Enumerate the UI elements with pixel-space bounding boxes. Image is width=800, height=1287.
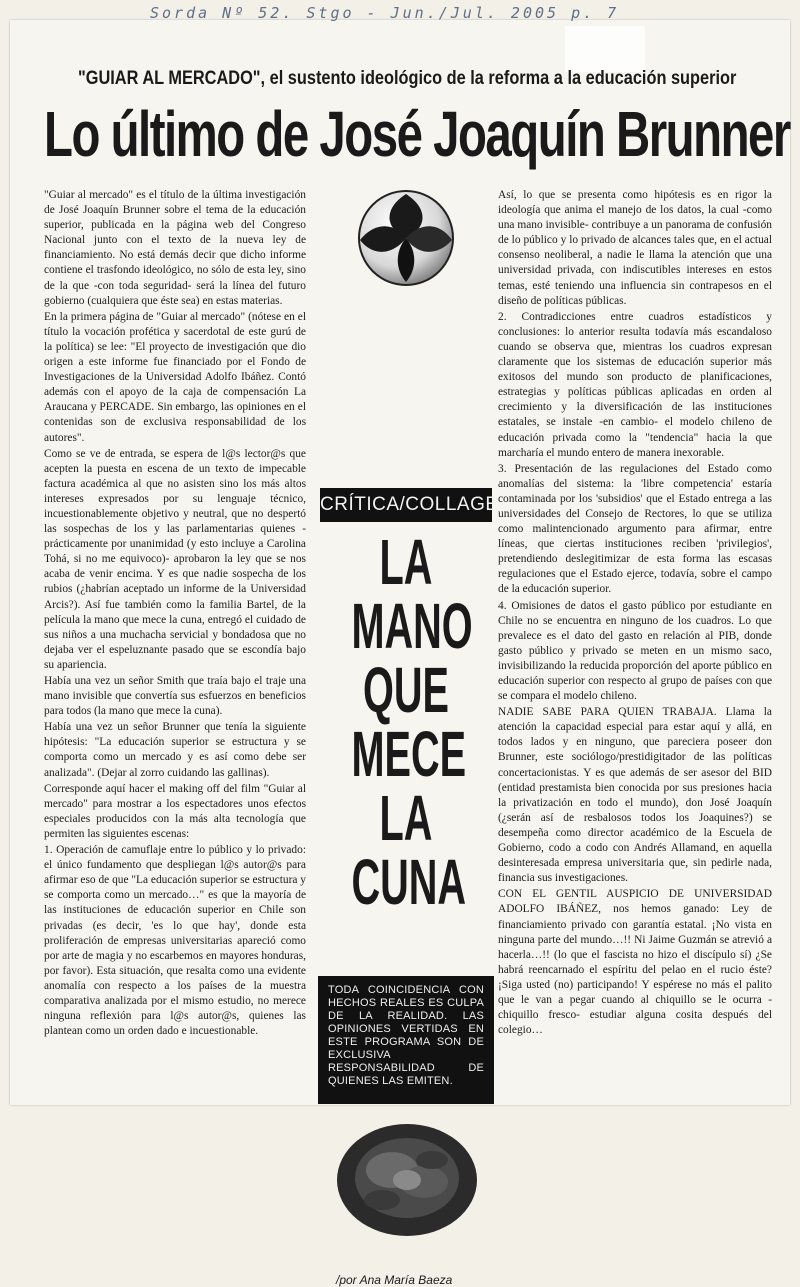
handwritten-source-note: Sorda Nº 52. Stgo - Jun./Jul. 2005 p. 7 bbox=[150, 4, 620, 22]
right-paragraph: NADIE SABE PARA QUIEN TRABAJA. Llama la atención la capacidad especial para estar aquí y allá, en todos lados y en ninguno, que pareciera poseer don Brunner, este sociólogo/prestidigitador de las políticas concertacionistas. Y es que además de ser asesor del BID (entidad prestamista bien conocida por sus presiones hacia la privatización en todo el mundo), don José Joaquín (¿serán así de resbalosos todos los Joaquines?) se desempeña como director académico de la Escuela de Gobierno, codo a codo con Andrés Allamand, en aquella desinteresada empresa universitaria que, sin pedirle nada, financia sus investigaciones. bbox=[498, 706, 772, 885]
pull-title-line: LA bbox=[379, 782, 433, 854]
pull-title-line: MECE bbox=[351, 718, 467, 790]
disclaimer-box: TODA COINCIDENCIA CON HECHOS REALES ES CULPA DE LA REALIDAD. LAS OPINIONES VERTIDAS EN ESTE PROGRAMA SON DE EXCLUSIVA RESPONSABILIDAD DE QUIENES LAS EMITEN. bbox=[318, 976, 494, 1104]
center-column bbox=[318, 188, 499, 1287]
pull-title bbox=[318, 526, 494, 918]
left-paragraph: "Guiar al mercado" es el título de la última investigación de José Joaquín Brunner sobre el tema de la educación superior, publicada en la página web del Congreso Nacional junto con el texto de la nueva ley de financiamiento. No está demás decir que dicho informe contiene el trasfondo ideológico, no sólo de esta ley, sino de la que -con toda seguridad- será la línea del futuro gobierno (cualquiera que éste sea) en estas materias. bbox=[44, 189, 306, 307]
right-paragraph: 2. Contradicciones entre cuadros estadísticos y conclusiones: lo anterior resulta todavía más escandaloso cuando se observa que, mientras los cuadros expresan claramente que los sistemas de educación superior más exitosos del mundo son producto de planificaciones, estrategias y políticas públicas aplicadas en orden al crecimiento y la diversificación de las instituciones estatales, se instale -en cambio- el modelo chileno de educación privada como la "tendencia" hacia la que marcharía el mundo entero de manera inexorable. bbox=[498, 310, 772, 459]
left-paragraph: En la primera página de "Guiar al mercado" (nótese en el título la vocación profética y sacerdotal de este gurú de la política) se lee: "El proyecto de investigación que dio origen a este informe fue financiado por el Fondo de Investigaciones de la Universidad Adolfo Ibáñez. Contó además con el apoyo de la caja de compensación La Araucana y PERCADE. Sin embargo, las opiniones en el contenidas son de exclusiva responsabilidad de los autores". bbox=[44, 310, 306, 444]
pull-title-line: LA bbox=[379, 526, 433, 598]
left-paragraph: Como se ve de entrada, se espera de l@s lector@s que acepten la puesta en escena de un texto de impecable factura académica al que no asisten sino los más altos intereses expresados por su lenguaje técnico, incuestionablemente objetivo y neutral, que no despertó las sospechas de los y las parlamentarias quienes -prácticamente por unanimidad (y esto incluye a Carolina Tohá, si no me equivoco)- aprobaron la ley que se nos acaba de venir encima. Y es que nadie sospecha de los rubios (¿habrían aceptado un informe de la Universidad Arcis?). Así fue también como la familia Bartel, de la película la mano que mece la cuna, entregó el cuidado de sus niños a una muchacha servicial y bondadosa que no dejaba ver el espeluznante pasado que se escondía bajo su apariencia. bbox=[44, 447, 306, 671]
pull-title-line: QUE bbox=[363, 654, 449, 726]
left-paragraph: Corresponde aquí hacer el making off del film "Guiar al mercado" para mostrar a los espectadores unos efectos especiales producidos con la más alta tecnología que permiten las siguientes escenas: bbox=[44, 782, 306, 840]
flower-image bbox=[332, 1120, 482, 1240]
left-column bbox=[44, 188, 306, 1040]
right-paragraph: Así, lo que se presenta como hipótesis es en rigor la ideología que anima el manejo de los datos, la cual -como una mano invisible- contribuye a un panorama de confusión de lo público y lo privado de alcances tales que, en el actual consenso neoliberal, a nadie le llama la atención que una universidad privada, con indiscutibles intereses en estos temas, esté teniendo una influencia sin contrapesos en el diseño de políticas públicas. bbox=[498, 189, 772, 307]
right-paragraph: 3. Presentación de las regulaciones del Estado como anomalías del sistema: la 'libre competencia' estaría contaminada por los 'subsidios' que el Estado entrega a las universidades del Consejo de Rectores, lo que se utiliza como malintencionado argumento para afirmar, entre líneas, que ciertas instituciones reciben 'privilegios', pretendiendo deslegitimizar de esta forma las escasas regulaciones que el Estado ejerce, todavía, sobre el campo de la educación superior. bbox=[498, 462, 772, 596]
article-kicker bbox=[78, 68, 737, 90]
correction-patch bbox=[565, 26, 645, 72]
kicker-rest: el sustento ideológico de la reforma a la educación superior bbox=[265, 68, 737, 89]
right-paragraph: CON EL GENTIL AUSPICIO DE UNIVERSIDAD ADOLFO IBÁÑEZ, nos hemos ganado: Ley de financiamiento privado con garantía estatal. ¡No vista en ninguna parte del mundo…!! Ni Jaime Guzmán se atrevió a hacerla…!! (lo que el fascista no hizo el discípulo sí) ¿Se habrá reencarnado el espíritu del pelao en el rucio éste? ¡Siga usted (no) participando! Y espérese no más el palito que le van a pegar cuando al chiquillo se le ocurra -chiquillo fresco- estudiar alguna cosita después del colegio… bbox=[498, 888, 772, 1037]
left-paragraph: 1. Operación de camuflaje entre lo público y lo privado: el único fundamento que despliegan l@s autor@s para afirmar eso de que "La educación superior se estructura y se comporta como un mercado…" es que la mayoría de las instituciones de educación superior en Chile son privadas (es decir, 'es lo que hay', donde esta proliferación de empresas universitarias apareció como por arte de magia y no escarbemos en mayores honduras, por favor). Esta situación, que resalta como una evidente anomalía con respecto a los países de la muestra comparativa analizada por el mismo estudio, no merece ninguna reflexión para l@s autor@s, quienes las plantean como un orden dado e incuestionable. bbox=[44, 844, 306, 1038]
left-paragraph: Había una vez un señor Smith que traía bajo el traje una mano invisible que convertía sus esfuerzos en beneficios para todos (la mano que mece la cuna). bbox=[44, 675, 306, 718]
pull-title-line: CUNA bbox=[351, 846, 467, 918]
kicker-lead: "GUIAR AL MERCADO", bbox=[78, 68, 266, 89]
left-paragraph: Había una vez un señor Brunner que tenía la siguiente hipótesis: "La educación superior se estructura y se comporta como un mercado y es así como debe ser analizada". (Dejar al zorro cuidando las gallinas). bbox=[44, 721, 306, 779]
section-label: CRÍTICA/COLLAGE bbox=[320, 488, 492, 522]
article-headline: Lo último de José Joaquín Brunner bbox=[44, 98, 790, 170]
byline: /por Ana María Baeza bbox=[336, 1273, 453, 1287]
right-paragraph: 4. Omisiones de datos el gasto público por estudiante en Chile no se encuentra en ninguno de los cuadros. Lo que prevalece es el dato del gasto en relación al PIB, donde gasto público y privado se meten en un mismo saco, invisibilizando la reducida proporción del aporte público en educación superior con respecto al grupo de países con que se compara el modelo chileno. bbox=[498, 599, 772, 703]
soccer-ball-image bbox=[354, 188, 458, 288]
pull-title-line: MANO bbox=[351, 590, 473, 662]
right-column bbox=[498, 188, 772, 1039]
